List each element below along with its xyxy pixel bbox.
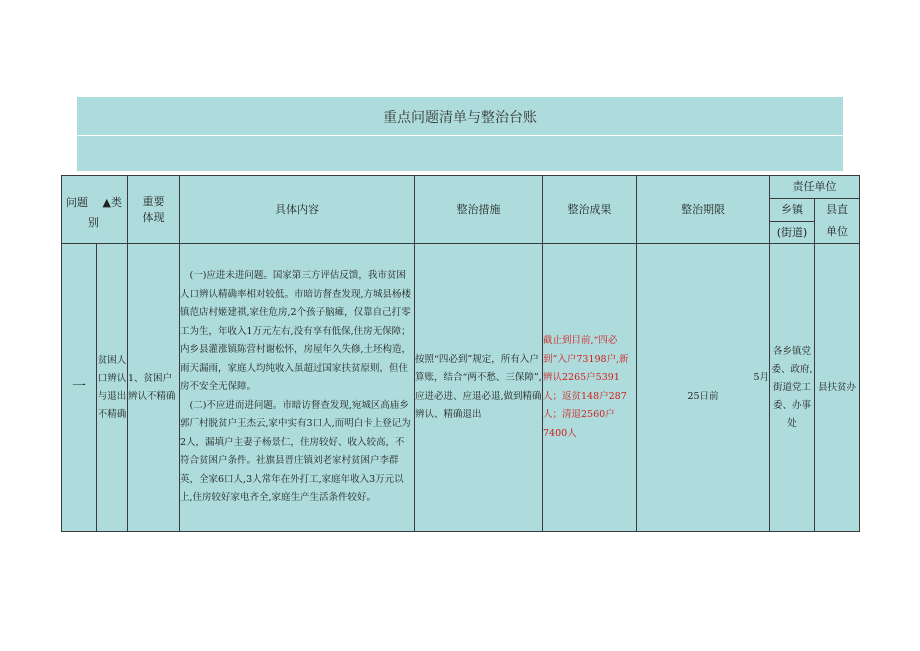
issue-ledger-table (61, 175, 860, 532)
row-importance: 1、贫困户辨认不精确 (128, 244, 180, 532)
row-county: 县扶贫办 (815, 244, 860, 532)
row-town: 各乡镇党委、政府,街道党工委、办事处 (770, 244, 815, 532)
row-measures: 按照“四必到”规定，所有入户算账，结合“两不愁、三保障”,应进必进、应退必退,做到精确辨认、精确退出 (415, 244, 543, 532)
row-period-day: 25日前 (687, 390, 719, 402)
header-county (815, 199, 860, 244)
title-band (77, 97, 843, 171)
header-period: 整治期限 (637, 176, 770, 244)
header-county-label-b: 单位 (826, 225, 848, 238)
row-subcategory: 贫困人口辨认与退出不精确 (97, 244, 128, 532)
row-results: 截止到目前,“四必到”入户73198户,新辨认2265户5391人；返贫148户287人；清退2560户7400人 (543, 244, 637, 532)
header-category-mark: ▲类 (102, 195, 122, 209)
row-period-month: 5月 (753, 372, 769, 383)
header-importance (128, 176, 180, 244)
header-town-b: (街道) (770, 222, 815, 244)
header-content: 具体内容 (180, 176, 415, 244)
row-category: 一 (62, 244, 97, 532)
header-importance-label-b: 体现 (142, 210, 165, 224)
header-category (62, 176, 128, 244)
row-content-paragraph-2: (二)不应进而进问题。市暗访督查发现,宛城区高庙乡郭厂村脱贫户王杰云,家中实有3口人,而明白卡上登记为2人，漏填户主妻子杨景仁，住房较好、收入较高，不符合贫困户条件。社旗县晋庄镇刘老家村贫困户李群英，全家6口人,3人常年在外打工,家庭年收入3万元以上,住房较好家电齐全,家庭生产生活条件较好。 (180, 399, 411, 504)
header-county-label-a: 县直 (826, 203, 848, 216)
row-content (180, 244, 415, 532)
header-category-label-b: 别 (88, 215, 99, 229)
row-content-paragraph-1: (一)应进未进问题。国家第三方评估反馈，我市贫困人口辨认精确率相对较低。市暗访督查发现,方城县杨楼镇范店村姬建祺,家住危房,2个孩子脑瘫，仅靠自己打零工为生，年收入1万元左右,没有享有低保,住房无保障；内乡县灌涨镇陈营村谢松怀，房屋年久失修,土坯构造，雨天漏雨，家庭人均纯收入虽超过国家扶贫原则，但住房不安全无保障。 (180, 270, 412, 393)
row-period (637, 244, 770, 532)
header-responsible: 责任单位 (770, 176, 860, 199)
header-measures: 整治措施 (415, 176, 543, 244)
document-title: 重点问题清单与整治台账 (383, 110, 537, 126)
header-importance-label-a: 重要 (142, 194, 165, 208)
header-results: 整治成果 (543, 176, 637, 244)
header-category-label-a: 问题 (66, 195, 88, 209)
title-band-divider (77, 135, 843, 136)
header-town-a: 乡镇 (770, 199, 815, 222)
